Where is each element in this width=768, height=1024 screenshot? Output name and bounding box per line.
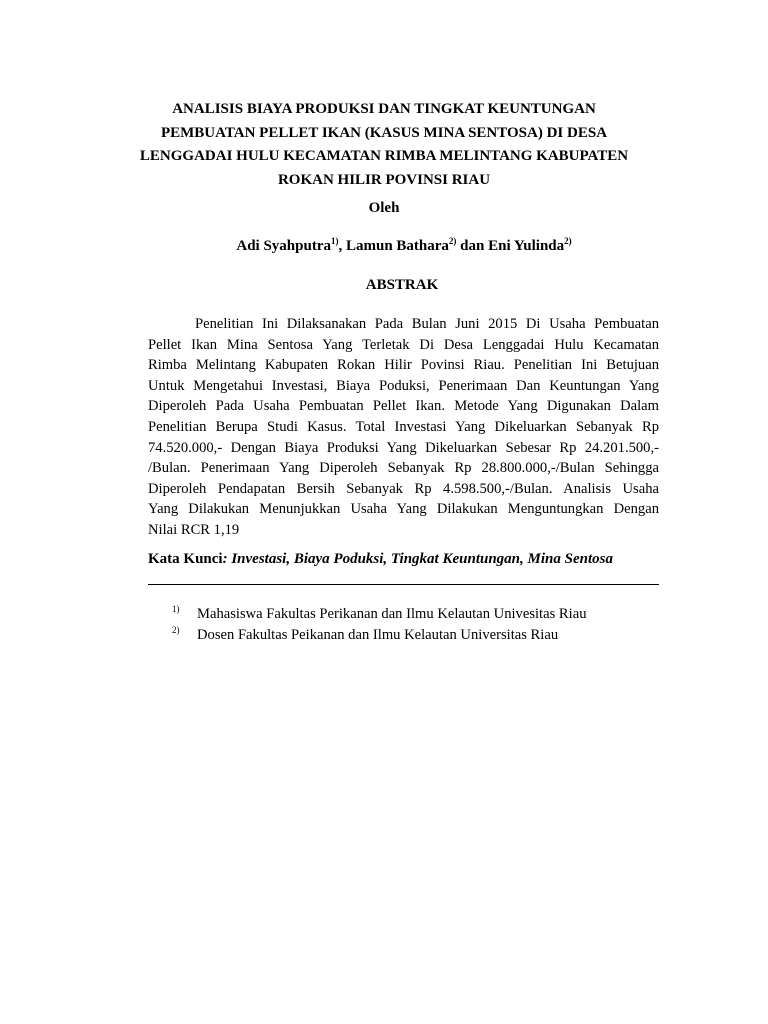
abstract-line: Diperoleh Pada Usaha Pembuatan Pellet Ikan. Metode Yang Digunakan Dalam [148,398,659,415]
affiliation-marker: 1) [330,236,339,246]
abstract-line: Pellet Ikan Mina Sentosa Yang Terletak Di Desa Lenggadai Hulu Kecamatan [148,336,659,353]
oleh-label: Oleh [368,200,400,216]
footnote: 1) Mahasiswa Fakultas Perikanan dan Ilmu Kelautan Univesitas Riau [172,604,587,622]
title-line: LENGGADAI HULU KECAMATAN RIMBA MELINTANG KABUPATEN [139,148,629,164]
affiliation-marker: 2) [564,236,572,246]
abstract-body [148,314,659,541]
keywords-terms: : Investasi, Biaya Poduksi, Tingkat Keuntungan, Mina Sentosa [222,551,613,567]
abstract-line: Diperoleh Pendapatan Bersih Sebanyak Rp 4.598.500,-/Bulan. Analisis Usaha [148,480,659,497]
author-separator: , [338,238,346,254]
abstract-line: Untuk Mengetahui Investasi, Biaya Poduksi, Penerimaan Dan Keuntungan Yang [148,377,659,394]
footnote-divider [148,584,659,585]
footnote-text: Mahasiswa Fakultas Perikanan dan Ilmu Kelautan Univesitas Riau [197,606,587,622]
title-line: ROKAN HILIR POVINSI RIAU [277,171,491,188]
footnote: 2) Dosen Fakultas Peikanan dan Ilmu Kelautan Universitas Riau [172,625,559,643]
author-name: Lamun Bathara [345,238,449,254]
abstract-line: Penelitian Ini Dilaksanakan Pada Bulan Juni 2015 Di Usaha Pembuatan [195,316,659,332]
author-name: Adi Syahputra [236,238,331,254]
title-line: ANALISIS BIAYA PRODUKSI DAN TINGKAT KEUNTUNGAN [172,101,596,117]
author-list [0,236,768,256]
affiliation-marker: 2) [448,236,457,246]
title-line: PEMBUATAN PELLET IKAN (KASUS MINA SENTOSA) DI DESA [160,124,608,141]
footnote-text: Dosen Fakultas Peikanan dan Ilmu Kelautan Universitas Riau [197,627,559,643]
abstract-line: 74.520.000,- Dengan Biaya Produksi Yang Dikeluarkan Sebesar Rp 24.201.500,- [148,439,659,456]
author-separator: dan [456,238,489,254]
abstract-line: /Bulan. Penerimaan Yang Diperoleh Sebanyak Rp 28.800.000,-/Bulan Sehingga [148,460,659,477]
keywords-label: Kata Kunci [148,551,223,567]
abstract-line: Rimba Melintang Kabupaten Rokan Hilir Povinsi Riau. Penelitian Ini Betujuan [148,357,659,374]
abstract-line: Nilai RCR 1,19 [148,521,240,538]
paper-title [120,98,648,192]
keywords [148,549,613,569]
author-name: Eni Yulinda [488,238,565,254]
abstract-line: Penelitian Berupa Studi Kasus. Total Investasi Yang Dikeluarkan Sebanyak Rp [148,418,659,435]
abstract-heading: ABSTRAK [365,277,439,293]
abstract-line: Yang Dilakukan Menunjukkan Usaha Yang Dilakukan Menguntungkan Dengan [148,501,659,518]
